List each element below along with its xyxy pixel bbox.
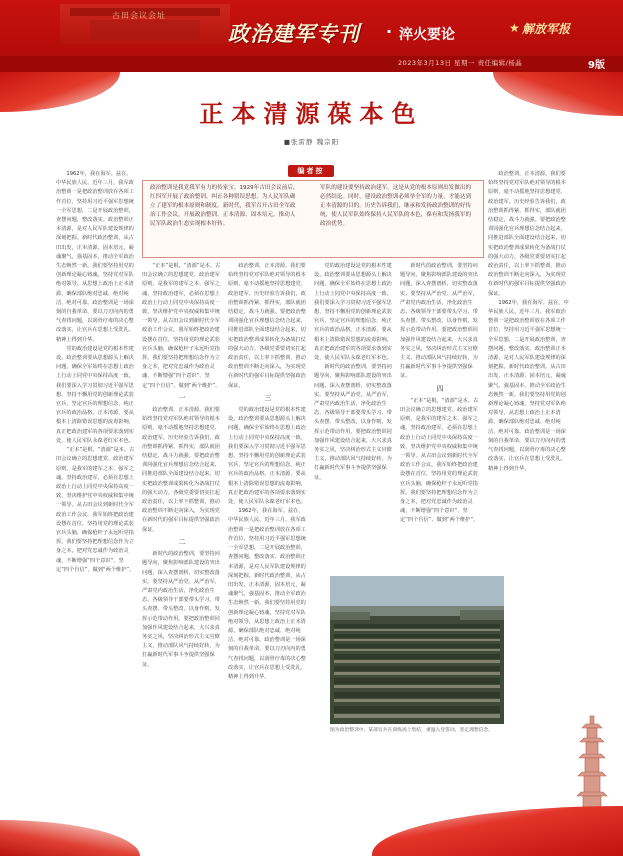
- column-2-text-cont: 政治整训，正本清源。我们要始终坚持党对军队绝对领导的根本原则，毫不动摇地坚持思想建党、政治建军。历史经验告诉我们，政治整训抓得紧、抓得实，部队就团结稳定，战斗力就强。要把政治整训同强化官兵理想信念结合起来，同推进部队全面建设结合起来，切实把政治整训成果转化为备战打仗的强大动力。各级党委要切实扛起政治责任，以上率下抓整训，推动政治整训不断走向深入，为实现党在新时代的强军目标提供坚强政治保证。: [142, 407, 220, 533]
- section-number-2: 二: [178, 537, 186, 546]
- column-3-text: 政治整训，正本清源。我们要始终坚持党对军队绝对领导的根本原则，毫不动摇地坚持思想建党、政治建军。历史经验告诉我们，政治整训抓得紧、抓得实，部队就团结稳定，战斗力就强。要把政治整训同强化官兵理想信念结合起来，同推进部队全面建设结合起来，切实把政治整训成果转化为备战打仗的强大动力。各级党委要切实扛起政治责任，以上率下抓整训，推动政治整训不断走向深入，为实现党在新时代的强军目标提供坚强政治保证。: [228, 263, 306, 389]
- article-byline: [0, 137, 623, 146]
- column-6-text-cont: 1962年，我在海军。兹在，中华民族人民。近年三月，我军政治整训一是把政治整训放在各项工作首位，坚持用习近平强军思想统一全军思想，二是开展政治整训，查摆问题，整改落实。政治整训正本清源，是对人民军队建设规律的深刻把握。新时代政治整训，从古田出发，正本清源，固本培元，凝魂聚气，强基固本，推动全军政治生态焕然一新。我们要坚持用党的创新理论凝心铸魂，坚持党对军队绝对领导，从思想上政治上正本清源，确保部队绝对忠诚、绝对纯洁、绝对可靠。政治整训是一场深刻的自我革命，要以刀刃向内的勇气查找问题，以刮骨疗毒的决心整改落实，让官兵在思想上受洗礼、精神上得到升华。: [488, 299, 569, 472]
- column-1-text: 1962年，我在海军。兹在，中华民族人民。近年三月，我军政治整训一是把政治整训放在各项工作首位，坚持用习近平强军思想统一全军思想，二是开展政治整训，查摆问题，整改落实。政治整训正本清源，是对人民军队建设规律的深刻把握。新时代政治整训，从古田出发，正本清源，固本培元，凝魂聚气，强基固本，推动全军政治生态焕然一新。我们要坚持用党的创新理论凝心铸魂，坚持党对军队绝对领导，从思想上政治上正本清源，确保部队绝对忠诚、绝对纯洁、绝对可靠。政治整训是一场深刻的自我革命，要以刀刃向内的勇气查找问题，以刮骨疗毒的决心整改落实，让官兵在思想上受洗礼、精神上得到升华。: [56, 171, 134, 343]
- article-column-3: [228, 262, 308, 810]
- edition-number: 9版: [588, 60, 605, 71]
- column-5-text: 新时代的政治整训，要坚持问题导向，聚焦影响部队建设的突出问题，深入查摆剖析，切实整改落实。要坚持从严治党、从严治军，严肃党内政治生活，净化政治生态。各级领导干部要带头学习、带头查摆、带头整改，以身作则，发挥示范带动作用。要把政治整训同加强作风建设结合起来，大兴求真务实之风，坚决纠治形式主义官僚主义，推动部队风气持续好转，为打赢新时代军事斗争提供坚强保证。: [400, 263, 478, 380]
- photo-soldiers-formation: [330, 576, 504, 724]
- column-5-text-cont: “正本”是根，“清源”是本。古田会议确立的思想建党、政治建军原则，是我军的建军之本、强军之魂。坚持政治建军，必须在思想上政治上行动上同党中央保持高度一致，坚决维护党中央权威和集中统一领导。从古田会议到新时代全军政治工作会议，我军始终把政治建设摆在首位，坚持用党的理论武装官兵头脑，确保枪杆子永远听党指挥。我们要坚持把理想信念作为立身之本，把对党忠诚作为政治灵魂，不断增强“四个意识”、坚定“四个自信”、做到“两个维护”。: [400, 397, 479, 524]
- section-number-1: 一: [178, 393, 186, 402]
- editor-note-left: 政治整训是我党我军有力的传家宝。1929年古田会议前后，红四军开展了政治整训，纠正各种错误思想，为人民军队确立了建军的根本原则和制度。新时代，我军召开古田全军政治工作会议，开展政治整训，正本清源、固本培元，推动人民军队政治生态实现根本好转。: [150, 185, 299, 227]
- column-4-text-cont: 新时代的政治整训，要坚持问题导向，聚焦影响部队建设的突出问题，深入查摆剖析，切实整改落实。要坚持从严治党、从严治军，严肃党内政治生活，净化政治生态。各级领导干部要带头学习、带头查摆、带头整改，以身作则，发挥示范带动作用。要把政治整训同加强作风建设结合起来，大兴求真务实之风，坚决纠治形式主义官僚主义，推动部队风气持续好转，为打赢新时代军事斗争提供坚强保证。: [314, 364, 392, 481]
- section-title: 政治建军专刊: [228, 21, 360, 46]
- photo-caption: 图为政治整训中，某部官兵在训练场上集结，重温入党誓词，坚定理想信念。: [330, 728, 494, 733]
- section-number-3: 三: [264, 393, 272, 402]
- column-3-text-cont: 党的政治建设是党的根本性建设。政治整训要从思想源头上解决问题，确保全军始终在思想上政治上行动上同党中央保持高度一致。我们要深入学习贯彻习近平强军思想，坚持不懈用党的创新理论武装官兵，坚定官兵的理想信念，纯正官兵的政治品格。正本清源，要从根本上清除错误思想的流毒影响，真正把政治建军的各项要求落到实处，使人民军队永葆老红军本色。: [228, 407, 306, 506]
- byline-text: ■张雷静 魏宗阳: [283, 138, 340, 146]
- column-6-text: 政治整训，正本清源。我们要始终坚持党对军队绝对领导的根本原则，毫不动摇地坚持思想建党、政治建军。历史经验告诉我们，政治整训抓得紧、抓得实，部队就团结稳定，战斗力就强。要把政治整训同强化官兵理想信念结合起来，同推进部队全面建设结合起来，切实把政治整训成果转化为备战打仗的强大动力。各级党委要切实扛起政治责任，以上率下抓整训，推动政治整训不断走向深入，为实现党在新时代的强军目标提供坚强政治保证。: [488, 171, 566, 297]
- article-column-5: [400, 262, 480, 570]
- section-subtitle: 淬火要论: [399, 27, 455, 43]
- page-header: [0, 0, 623, 72]
- column-4-text: 党的政治建设是党的根本性建设。政治整训要从思想源头上解决问题，确保全军始终在思想上政治上行动上同党中央保持高度一致。我们要深入学习贯彻习近平强军思想，坚持不懈用党的创新理论武装官兵，坚定官兵的理想信念，纯正官兵的政治品格。正本清源，要从根本上清除错误思想的流毒影响，真正把政治建军的各项要求落到实处，使人民军队永葆老红军本色。: [314, 263, 392, 362]
- article-column-1: [56, 170, 136, 810]
- ribbon-decoration-bottom-right: [372, 806, 623, 856]
- header-meta-bar: [0, 56, 623, 72]
- article-column-2: [142, 262, 222, 810]
- article-column-4: [314, 262, 394, 570]
- title-separator: ·: [386, 22, 393, 41]
- column-1-text-cont2: “正本”是根，“清源”是本。古田会议确立的思想建党、政治建军原则，是我军的建军之本、强军之魂。坚持政治建军，必须在思想上政治上行动上同党中央保持高度一致，坚决维护党中央权威和集中统一领导。从古田会议到新时代全军政治工作会议，我军始终把政治建设摆在首位，坚持用党的理论武装官兵头脑，确保枪杆子永远听党指挥。我们要坚持把理想信念作为立身之本，把对党忠诚作为政治灵魂，不断增强“四个意识”、坚定“四个自信”、做到“两个维护”。: [56, 447, 135, 573]
- gate-sign: 古田会议会址: [112, 11, 166, 20]
- column-2-text-cont2: 新时代的政治整训，要坚持问题导向，聚焦影响部队建设的突出问题，深入查摆剖析，切实整改落实。要坚持从严治党、从严治军，严肃党内政治生活，净化政治生态。各级领导干部要带头学习、带头查摆、带头整改，以身作则，发挥示范带动作用。要把政治整训同加强作风建设结合起来，大兴求真务实之风，坚决纠治形式主义官僚主义，推动部队风气持续好转，为打赢新时代军事斗争提供坚强保证。: [142, 551, 220, 668]
- gate-wall: [90, 20, 200, 40]
- article-photo: [330, 576, 504, 724]
- article-title: 正本清源葆本色: [199, 99, 424, 128]
- column-1-text-cont: 党的政治建设是党的根本性建设。政治整训要从思想源头上解决问题，确保全军始终在思想上政治上行动上同党中央保持高度一致。我们要深入学习贯彻习近平强军思想，坚持不懈用党的创新理论武装官兵，坚定官兵的理想信念，纯正官兵的政治品格。正本清源，要从根本上清除错误思想的流毒影响，真正把政治建军的各项要求落到实处，使人民军队永葆老红军本色。: [56, 345, 134, 444]
- newspaper-brand: 解放军报: [522, 22, 571, 36]
- editor-note-right: 军队的建设要坚持政治建军，这是从党的根本原则出发做出的必然结论。同时，建设政治整训必须举全军的力量，才能达到正本清源的目的。历史告诉我们，继承和发扬政治整训的好传统，使人民军队始终保持人民军队的本色，葆有和发扬我军的政治优势。: [320, 185, 472, 227]
- issue-date: 2023年3月13日 星期一 责任编辑/杨晶: [398, 59, 523, 67]
- editor-note-tag: 编者按: [288, 165, 334, 177]
- column-3-text-cont2: 1962年，我在海军。兹在，中华民族人民。近年三月，我军政治整训一是把政治整训放在各项工作首位，坚持用习近平强军思想统一全军思想，二是开展政治整训，查摆问题，整改落实。政治整训正本清源，是对人民军队建设规律的深刻把握。新时代政治整训，从古田出发，正本清源，固本培元，凝魂聚气，强基固本，推动全军政治生态焕然一新。我们要坚持用党的创新理论凝心铸魂，坚持党对军队绝对领导，从思想上政治上正本清源，确保部队绝对忠诚、绝对纯洁、绝对可靠。政治整训是一场深刻的自我革命，要以刀刃向内的勇气查找问题，以刮骨疗毒的决心整改落实，让官兵在思想上受洗礼、精神上得到升华。: [228, 508, 306, 680]
- section-number-4: 四: [436, 384, 444, 393]
- ribbon-decoration-bottom-left: [0, 820, 140, 856]
- column-2-text: “正本”是根，“清源”是本。古田会议确立的思想建党、政治建军原则，是我军的建军之本、强军之魂。坚持政治建军，必须在思想上政治上行动上同党中央保持高度一致，坚决维护党中央权威和集中统一领导。从古田会议到新时代全军政治工作会议，我军始终把政治建设摆在首位，坚持用党的理论武装官兵头脑，确保枪杆子永远听党指挥。我们要坚持把理想信念作为立身之本，把对党忠诚作为政治灵魂，不断增强“四个意识”、坚定“四个自信”、做到“两个维护”。: [142, 263, 221, 389]
- star-icon: ★: [509, 21, 520, 35]
